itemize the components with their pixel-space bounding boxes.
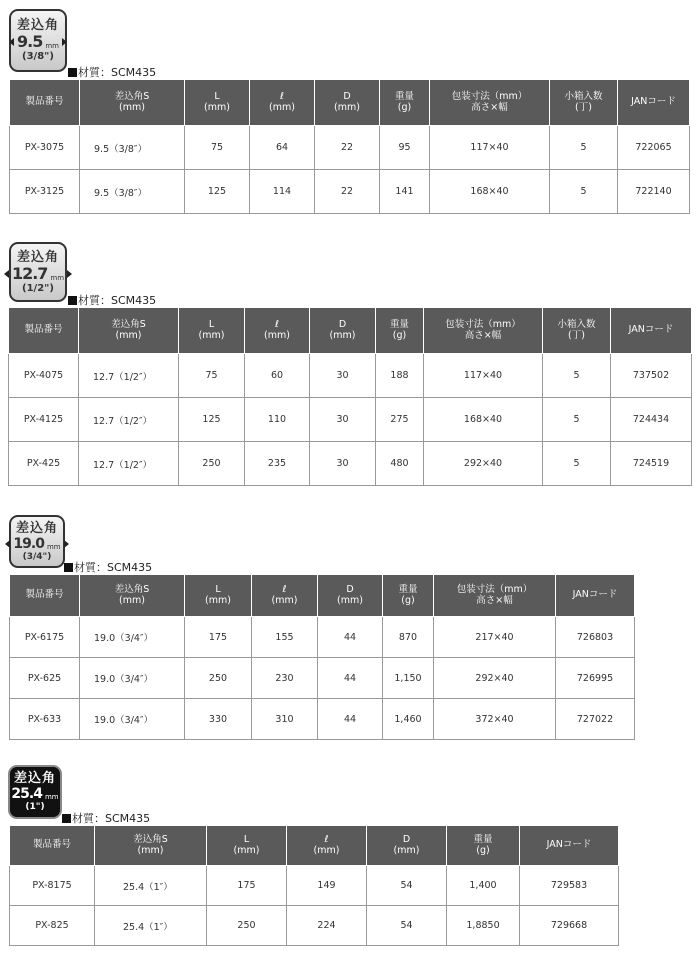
- badge-size-row: [9, 34, 67, 50]
- header-ell: ℓ (mm): [250, 80, 315, 126]
- header-d: D (mm): [310, 308, 376, 354]
- header-ell: ℓ (mm): [252, 575, 318, 617]
- badge-title: 差込角: [15, 520, 58, 536]
- header-l: L (mm): [207, 826, 287, 866]
- badge-unit: mm: [45, 42, 59, 50]
- header-l: L (mm): [179, 308, 245, 354]
- table-row: PX-625 19.0（3/4″） 250 230 44 1,150 292×40 726995: [10, 658, 635, 699]
- header-code: 製品番号: [9, 308, 79, 354]
- badge-unit: mm: [44, 793, 59, 801]
- material-label: 材質：SCM435: [62, 810, 150, 826]
- header-code: 製品番号: [10, 826, 95, 866]
- header-s: 差込角S (mm): [79, 308, 179, 354]
- spec-table-19-0: [9, 574, 635, 740]
- table-row: PX-425 12.7（1/2″） 250 235 30 480 292×40 5 724519: [9, 442, 692, 486]
- header-box: 小箱入数 (丁): [543, 308, 611, 354]
- table-row: PX-8175 25.4（1″） 175 149 54 1,400 729583: [10, 866, 619, 906]
- badge-inch: (3/4"): [22, 551, 52, 562]
- table-row: PX-4075 12.7（1/2″） 75 60 30 188 117×40 5 737502: [9, 354, 692, 398]
- header-l: L (mm): [185, 80, 250, 126]
- header-l: L (mm): [185, 575, 252, 617]
- arrow-left-icon: [9, 38, 14, 46]
- header-code: 製品番号: [10, 80, 80, 126]
- table-row: PX-633 19.0（3/4″） 330 310 44 1,460 372×40 727022: [10, 699, 635, 740]
- header-code: 製品番号: [10, 575, 80, 617]
- table-row: PX-6175 19.0（3/4″） 175 155 44 870 217×40 726803: [10, 617, 635, 658]
- header-weight: 重量 (g): [447, 826, 520, 866]
- header-jan: JANコード: [520, 826, 619, 866]
- header-d: D (mm): [367, 826, 447, 866]
- square-bullet-icon: [64, 563, 73, 572]
- badge-size: 9.5: [17, 32, 43, 51]
- header-ell: ℓ (mm): [245, 308, 310, 354]
- badge-title: 差込角: [13, 771, 56, 786]
- table-header-row: [10, 826, 619, 866]
- material-label: 材質：SCM435: [68, 64, 156, 80]
- size-badge-12-7: [9, 242, 67, 302]
- badge-size-row: [4, 263, 72, 283]
- header-package: 包装寸法（mm） 高さ×幅: [430, 80, 550, 126]
- header-weight: 重量 (g): [376, 308, 424, 354]
- size-badge-9-5: [9, 9, 67, 72]
- arrow-right-icon: [62, 38, 67, 46]
- header-s: 差込角S (mm): [80, 80, 185, 126]
- badge-unit: mm: [50, 273, 65, 282]
- badge-size: 19.0: [13, 535, 44, 552]
- header-jan: JANコード: [618, 80, 690, 126]
- arrow-left-icon: [5, 540, 10, 548]
- square-bullet-icon: [68, 296, 77, 305]
- table-row: PX-825 25.4（1″） 250 224 54 1,8850 729668: [10, 906, 619, 946]
- spec-table-25-4: [9, 825, 619, 946]
- arrow-left-icon: [4, 270, 9, 278]
- badge-title: 差込角: [16, 249, 59, 265]
- arrow-right-icon: [67, 270, 72, 278]
- arrow-right-icon: [62, 790, 67, 798]
- badge-unit: mm: [46, 542, 61, 551]
- table-row: PX-3075 9.5（3/8″） 75 64 22 95 117×40 5 722065: [10, 126, 690, 170]
- size-badge-25-4: [8, 765, 62, 819]
- table-row: PX-4125 12.7（1/2″） 125 110 30 275 168×40 5 724434: [9, 398, 692, 442]
- header-weight: 重量 (g): [380, 80, 430, 126]
- badge-size-row: [3, 787, 66, 801]
- spec-table-12-7: [8, 307, 692, 486]
- material-label: 材質：SCM435: [68, 292, 156, 308]
- header-box: 小箱入数 (丁): [550, 80, 618, 126]
- badge-title: 差込角: [16, 18, 59, 33]
- spec-table-9-5: [9, 79, 690, 214]
- header-jan: JANコード: [556, 575, 635, 617]
- arrow-right-icon: [64, 540, 69, 548]
- header-s: 差込角S (mm): [80, 575, 185, 617]
- square-bullet-icon: [68, 68, 77, 77]
- badge-inch: (1"): [25, 802, 45, 812]
- header-jan: JANコード: [611, 308, 692, 354]
- header-d: D (mm): [318, 575, 383, 617]
- header-weight: 重量 (g): [383, 575, 434, 617]
- table-header-row: [10, 575, 635, 617]
- table-header-row: [9, 308, 692, 354]
- header-d: D (mm): [315, 80, 380, 126]
- table-header-row: [10, 80, 690, 126]
- square-bullet-icon: [62, 814, 71, 823]
- header-ell: ℓ (mm): [287, 826, 367, 866]
- table-row: PX-3125 9.5（3/8″） 125 114 22 141 168×40 5 722140: [10, 170, 690, 214]
- header-package: 包装寸法（mm） 高さ×幅: [424, 308, 543, 354]
- header-s: 差込角S (mm): [95, 826, 207, 866]
- material-label: 材質：SCM435: [64, 559, 152, 575]
- size-badge-19-0: [9, 515, 65, 568]
- badge-inch: (3/8"): [22, 51, 54, 62]
- badge-size-row: [5, 537, 68, 551]
- badge-size: 12.7: [11, 263, 48, 283]
- arrow-left-icon: [3, 790, 8, 798]
- badge-inch: (1/2"): [22, 282, 54, 294]
- badge-size: 25.4: [11, 786, 42, 802]
- header-package: 包装寸法（mm） 高さ×幅: [434, 575, 556, 617]
